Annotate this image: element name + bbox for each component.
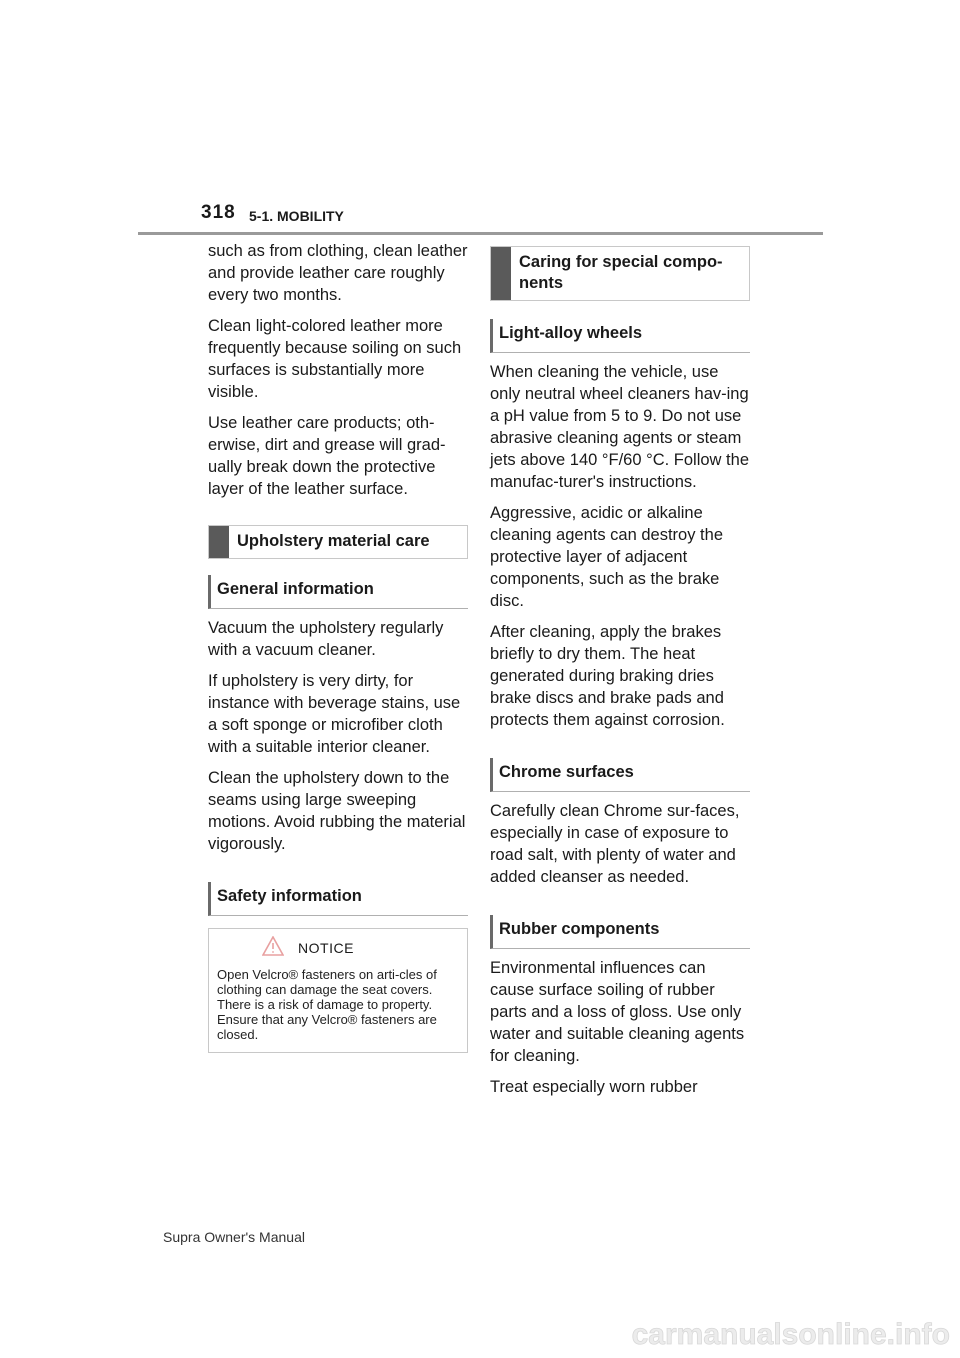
section-heading-upholstery	[208, 525, 468, 559]
subheading-chrome-surfaces: Chrome surfaces	[490, 758, 750, 792]
body-paragraph: After cleaning, apply the brakes briefly to dry them. The heat generated during braking dries brake discs and brake pads and protects them against corrosion.	[490, 623, 725, 729]
body-paragraph: If upholstery is very dirty, for instance with beverage stains, use a soft sponge or microfiber cloth with a suitable interior cleaner.	[208, 672, 461, 756]
body-paragraph: such as from clothing, clean leather and provide leather care roughly every two months.	[208, 242, 468, 304]
page-number: 318	[201, 202, 236, 223]
body-paragraph: Aggressive, acidic or alkaline cleaning agents can destroy the protective layer of adjacent components, such as the brake disc.	[490, 504, 723, 610]
body-paragraph: Carefully clean Chrome sur-faces, especially in case of exposure to road salt, with plenty of water and added cleanser as needed.	[490, 802, 740, 886]
heading-bar	[209, 526, 229, 558]
body-paragraph: When cleaning the vehicle, use only neutral wheel cleaners hav-ing a pH value from 5 to 9. Do not use abrasive cleaning agents or steam jets above 140 °F/60 °C. Follow the manufac-turer's instructions.	[490, 363, 749, 491]
body-paragraph: Clean the upholstery down to the seams using large sweeping motions. Avoid rubbing the material vigorously.	[208, 769, 466, 853]
header-divider	[138, 232, 823, 235]
section-heading-text: Upholstery material care	[237, 532, 430, 550]
body-paragraph: Clean light-colored leather more frequently because soiling on such surfaces is substantially more visible.	[208, 317, 462, 401]
svg-text:carmanualsonline.info: carmanualsonline.info	[631, 1318, 950, 1350]
notice-box	[208, 928, 468, 1053]
notice-header	[217, 935, 459, 961]
page-header	[0, 0, 960, 240]
heading-bar	[491, 247, 511, 300]
left-column	[208, 240, 468, 1053]
watermark-logo	[0, 1310, 960, 1350]
body-paragraph: Vacuum the upholstery regularly with a vacuum cleaner.	[208, 619, 444, 659]
subheading-light-alloy-wheels: Light-alloy wheels	[490, 319, 750, 353]
warning-triangle-icon	[262, 936, 284, 961]
notice-text: Open Velcro® fasteners on arti-cles of clothing can damage the seat covers. There is a risk of damage to property. Ensure that any Velcro® fasteners are closed.	[217, 967, 437, 1042]
section-heading-text: Caring for special compo-nents	[519, 253, 723, 292]
body-paragraph: Use leather care products; oth-erwise, dirt and grease will grad-ually break down the protective layer of the leather surface.	[208, 414, 446, 498]
subheading-safety-information: Safety information	[208, 882, 468, 916]
section-heading-special-components	[490, 246, 750, 301]
subheading-general-information: General information	[208, 575, 468, 609]
body-paragraph: Treat especially worn rubber	[490, 1078, 698, 1096]
section-title: 5-1. MOBILITY	[249, 208, 344, 224]
footer-manual-title: Supra Owner's Manual	[163, 1229, 305, 1245]
notice-title: NOTICE	[298, 940, 354, 956]
subheading-rubber-components: Rubber components	[490, 915, 750, 949]
right-column	[490, 240, 750, 1107]
body-paragraph: Environmental influences can cause surface soiling of rubber parts and a loss of gloss. Use only water and suitable cleaning agents for cleaning.	[490, 959, 745, 1065]
